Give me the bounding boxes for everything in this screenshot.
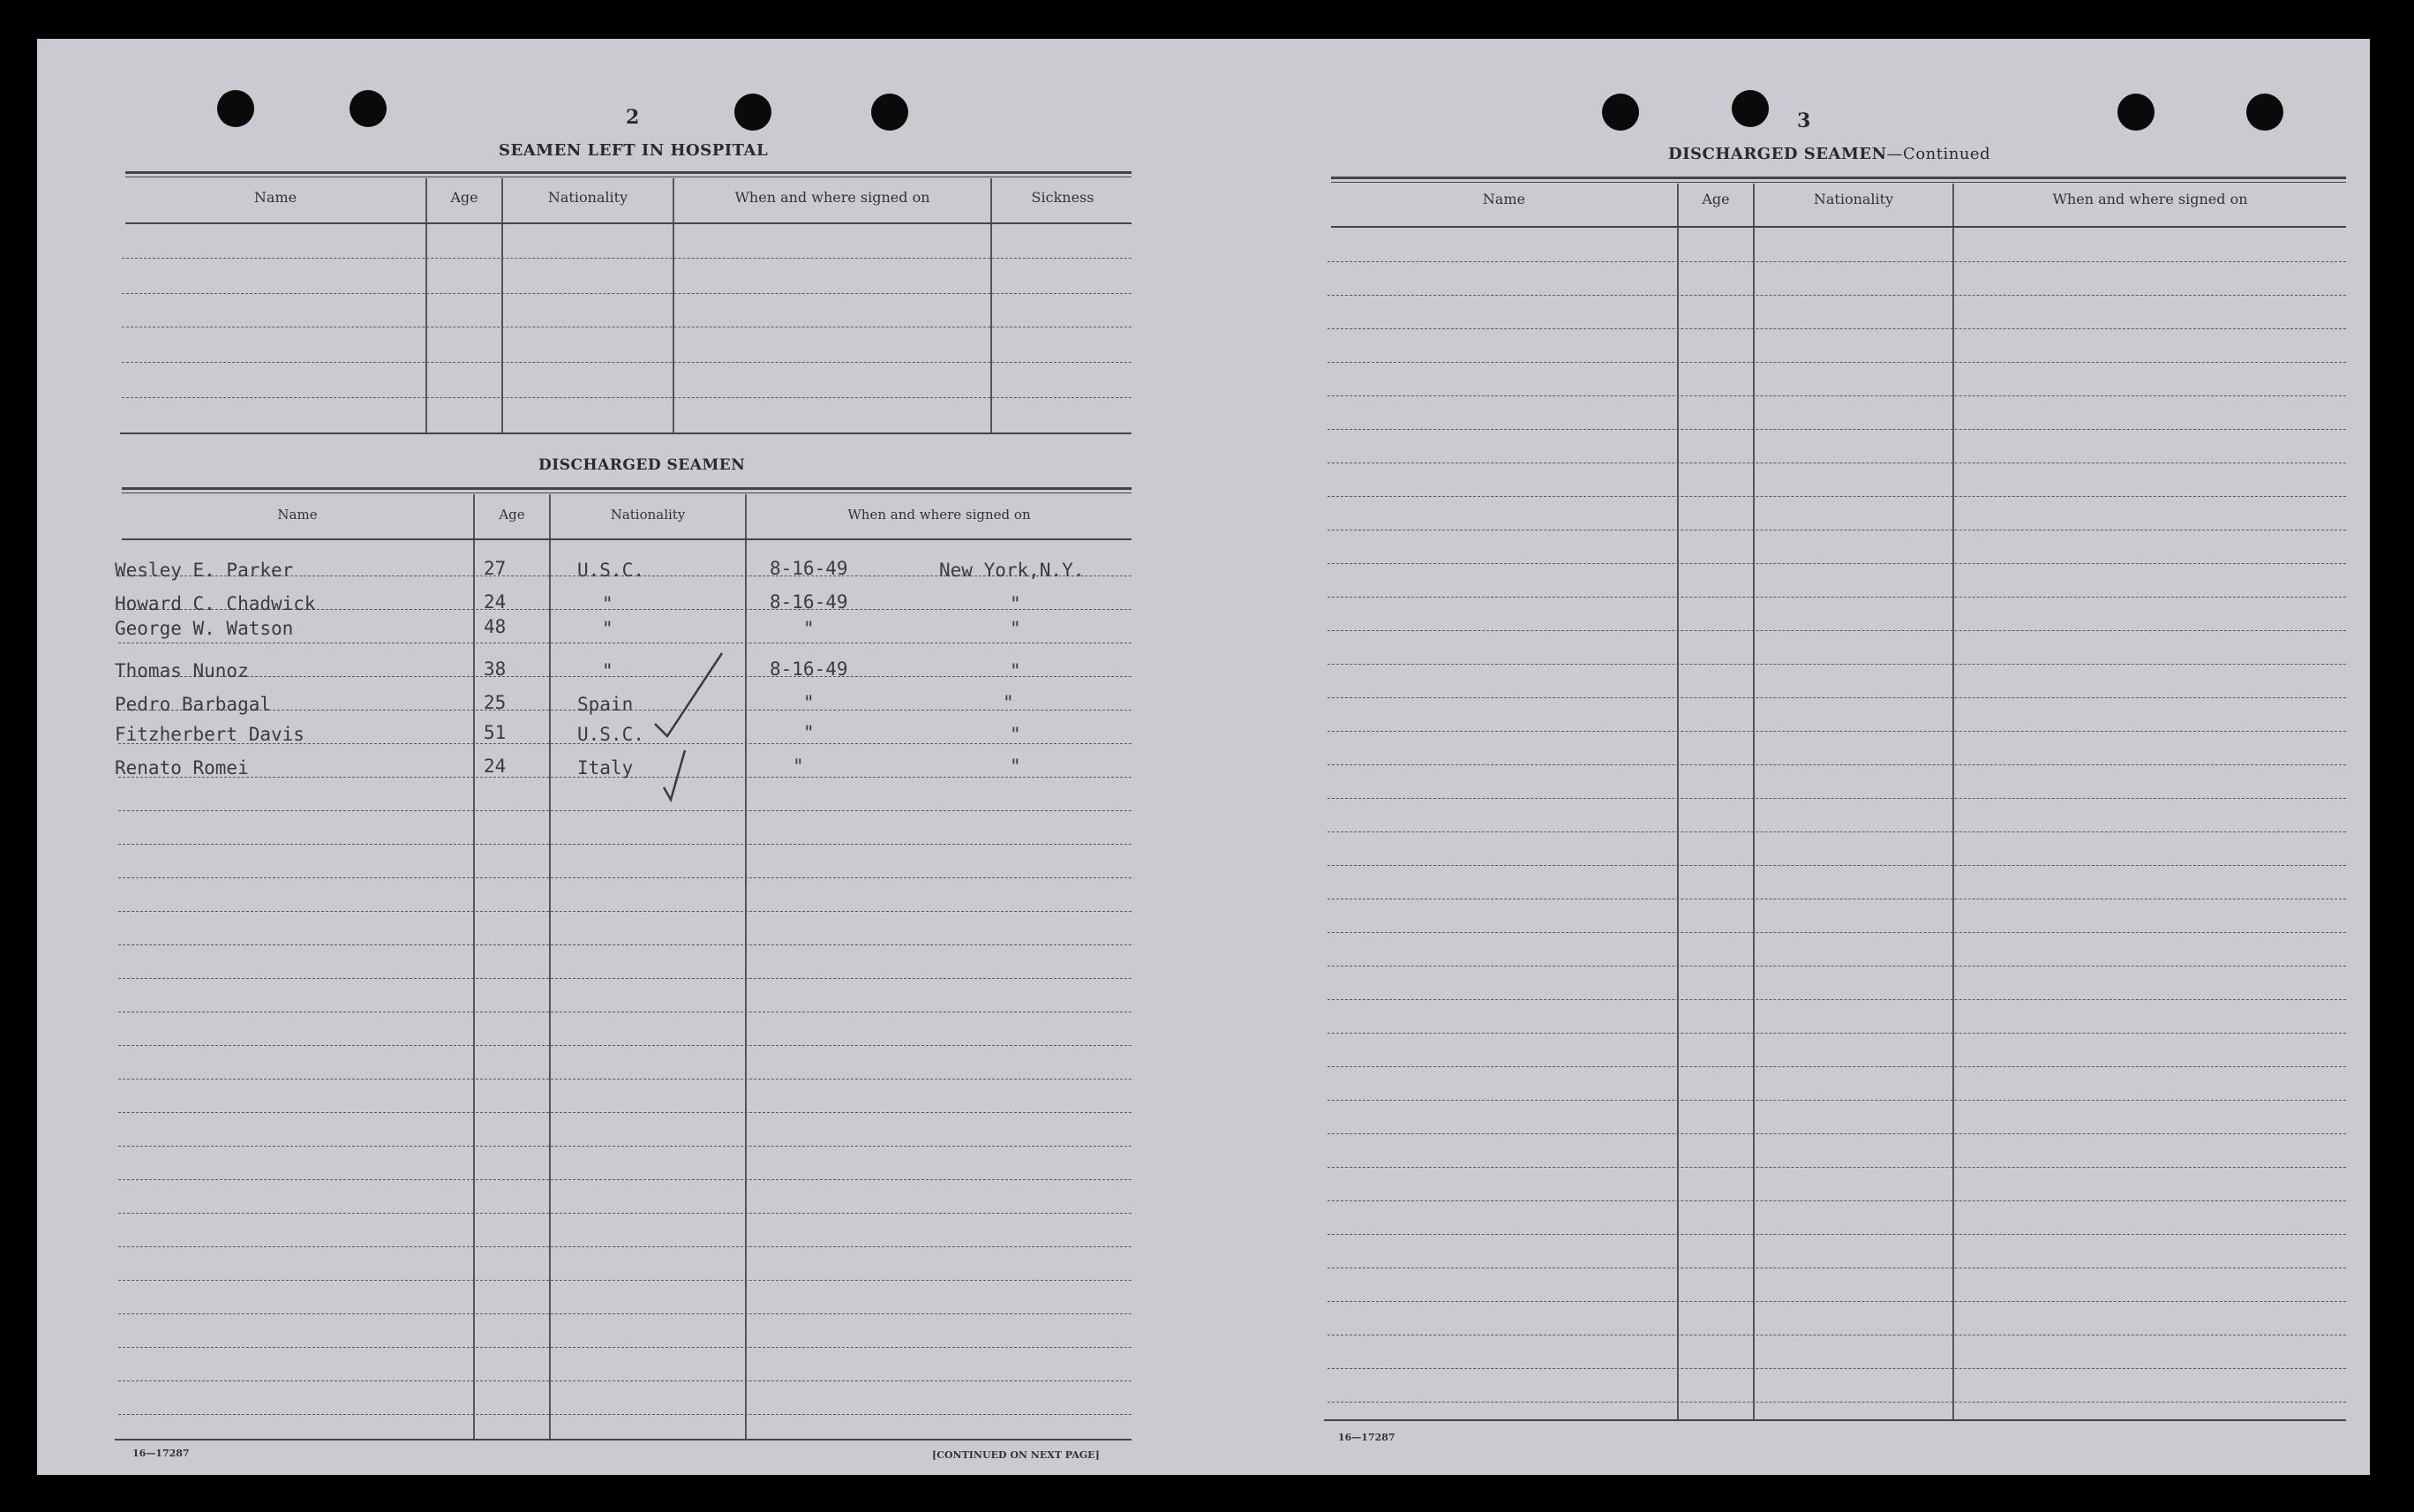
- check-mark-icon: [637, 648, 734, 745]
- form-number: 16—17287: [132, 1448, 190, 1459]
- ruled-line: [118, 877, 1132, 878]
- check-mark-icon: [655, 745, 699, 807]
- hospital-col-name: Name: [253, 189, 297, 206]
- discharged-col-age: Age: [499, 507, 525, 523]
- ruled-line: [1327, 1200, 2346, 1201]
- signed-on-place: ": [1010, 660, 1021, 681]
- hospital-col-age: Age: [450, 189, 478, 206]
- column-divider: [745, 494, 747, 1441]
- seaman-age: 27: [484, 558, 507, 579]
- ruled-line: [118, 1213, 1132, 1214]
- seaman-age: 24: [484, 591, 507, 613]
- ruled-line: [1327, 1033, 2346, 1034]
- ruled-line: [1327, 1402, 2346, 1403]
- header-rule: [125, 222, 1132, 224]
- ruled-line: [1327, 1100, 2346, 1101]
- column-divider: [425, 178, 427, 434]
- ruled-line: [1327, 1133, 2346, 1134]
- right-page-title: [1668, 145, 1990, 163]
- ruled-line: [118, 844, 1132, 845]
- signed-on-date: 8-16-49: [770, 591, 848, 613]
- seaman-nationality: Italy: [577, 757, 634, 779]
- ruled-line: [1327, 1368, 2346, 1369]
- seaman-age: 38: [484, 658, 507, 680]
- seaman-name: Thomas Nunoz: [115, 660, 249, 681]
- column-divider: [990, 178, 992, 434]
- seaman-name: Renato Romei: [115, 757, 249, 779]
- seaman-nationality: ": [602, 593, 613, 614]
- ruled-line: [1327, 295, 2346, 296]
- seaman-name: Wesley E. Parker: [115, 560, 294, 581]
- ruled-line: [118, 978, 1132, 979]
- ruled-line: [1327, 798, 2346, 799]
- ruled-line: [1327, 831, 2346, 832]
- ruled-line: [118, 810, 1132, 811]
- seaman-age: 25: [484, 692, 507, 713]
- ruled-line: [118, 1179, 1132, 1180]
- signed-on-date: 8-16-49: [770, 558, 848, 579]
- ruled-line: [1327, 1167, 2346, 1168]
- seaman-nationality: U.S.C.: [577, 724, 644, 745]
- seaman-age: 48: [484, 616, 507, 637]
- ruled-line: [118, 1313, 1132, 1314]
- signed-on-place: ": [1010, 618, 1021, 639]
- form-number: 16—17287: [1338, 1432, 1395, 1443]
- ruled-line: [1327, 865, 2346, 866]
- discharged-col-name: Name: [277, 507, 318, 523]
- seaman-nationality: U.S.C.: [577, 560, 644, 581]
- table-top-rule: [1331, 177, 2346, 179]
- seaman-nationality: ": [602, 618, 613, 639]
- ruled-line: [1327, 1234, 2346, 1235]
- ruled-line: [118, 1146, 1132, 1147]
- signed-on-date: ": [793, 756, 804, 777]
- page-number: 2: [626, 106, 640, 129]
- seaman-name: George W. Watson: [115, 618, 294, 639]
- seaman-age: 51: [484, 722, 507, 743]
- signed-on-place: ": [1010, 756, 1021, 777]
- continued-col-name: Name: [1482, 191, 1526, 207]
- ruled-line: [1327, 697, 2346, 698]
- seaman-name: Pedro Barbagal: [115, 694, 272, 715]
- ruled-line: [1327, 395, 2346, 396]
- ruled-line: [1327, 764, 2346, 765]
- discharged-col-signed-on: When and where signed on: [847, 507, 1031, 523]
- column-divider: [501, 178, 503, 434]
- discharged-section-title: DISCHARGED SEAMEN: [538, 456, 746, 474]
- table-bottom-rule: [120, 433, 1132, 434]
- signed-on-place: ": [1010, 593, 1021, 614]
- column-divider: [673, 178, 674, 434]
- ruled-line: [118, 1380, 1132, 1381]
- ruled-line: [122, 397, 1132, 398]
- ruled-line: [1327, 1301, 2346, 1302]
- ruled-line: [1327, 932, 2346, 933]
- continued-col-signed-on: When and where signed on: [2052, 191, 2248, 207]
- table-bottom-rule: [115, 1439, 1132, 1441]
- signed-on-date: 8-16-49: [770, 658, 848, 680]
- ruled-line: [1327, 328, 2346, 329]
- ruled-line: [1327, 999, 2346, 1000]
- signed-on-place: ": [1003, 692, 1014, 713]
- column-divider: [549, 494, 551, 1441]
- seaman-name: Howard C. Chadwick: [115, 593, 316, 614]
- ruled-line: [1327, 597, 2346, 598]
- ruled-line: [1327, 1066, 2346, 1067]
- table-top-rule: [122, 487, 1132, 490]
- hospital-col-signed-on: When and where signed on: [734, 189, 930, 206]
- ruled-line: [1327, 261, 2346, 262]
- column-divider: [473, 494, 475, 1441]
- right-title-suffix: —Continued: [1886, 145, 1991, 163]
- continued-col-nationality: Nationality: [1813, 191, 1894, 207]
- ruled-line: [118, 911, 1132, 912]
- ruled-line: [1327, 429, 2346, 430]
- signed-on-place: ": [1010, 724, 1021, 745]
- discharged-col-nationality: Nationality: [610, 507, 686, 523]
- document-sheet: [37, 39, 2370, 1475]
- table-bottom-rule: [1324, 1419, 2346, 1421]
- ruled-line: [122, 258, 1132, 259]
- ruled-line: [1327, 362, 2346, 363]
- table-top-rule: [1331, 182, 2346, 183]
- seaman-name: Fitzherbert Davis: [115, 724, 305, 745]
- hospital-section-title: SEAMEN LEFT IN HOSPITAL: [499, 141, 769, 160]
- right-page: [1202, 39, 2370, 1475]
- ruled-line: [118, 1112, 1132, 1113]
- seaman-nationality: Spain: [577, 694, 634, 715]
- ruled-line: [1327, 731, 2346, 732]
- ruled-line: [1327, 966, 2346, 967]
- ruled-line: [1327, 563, 2346, 564]
- header-rule: [122, 538, 1132, 540]
- seaman-age: 24: [484, 756, 507, 777]
- signed-on-date: ": [803, 722, 815, 743]
- ruled-line: [118, 1045, 1132, 1046]
- ruled-line: [122, 293, 1132, 294]
- ruled-line: [118, 1246, 1132, 1247]
- signed-on-place: New York,N.Y.: [939, 560, 1085, 581]
- ruled-line: [1327, 664, 2346, 665]
- hospital-col-sickness: Sickness: [1031, 189, 1094, 206]
- signed-on-date: ": [803, 692, 815, 713]
- left-page: [37, 39, 1184, 1475]
- header-rule: [1331, 226, 2346, 228]
- ruled-line: [118, 944, 1132, 945]
- page-number: 3: [1797, 109, 1811, 132]
- ruled-line: [1327, 496, 2346, 497]
- ruled-line: [118, 676, 1132, 677]
- seaman-nationality: ": [602, 660, 613, 681]
- ruled-line: [122, 362, 1132, 363]
- signed-on-date: ": [803, 618, 815, 639]
- ruled-line: [1327, 630, 2346, 631]
- right-title-main: DISCHARGED SEAMEN: [1668, 145, 1887, 163]
- continued-note: [CONTINUED ON NEXT PAGE]: [932, 1449, 1100, 1461]
- ruled-line: [118, 1280, 1132, 1281]
- hospital-col-nationality: Nationality: [547, 189, 628, 206]
- continued-col-age: Age: [1702, 191, 1730, 207]
- table-top-rule: [125, 171, 1132, 174]
- ruled-line: [118, 1347, 1132, 1348]
- ruled-line: [118, 1414, 1132, 1415]
